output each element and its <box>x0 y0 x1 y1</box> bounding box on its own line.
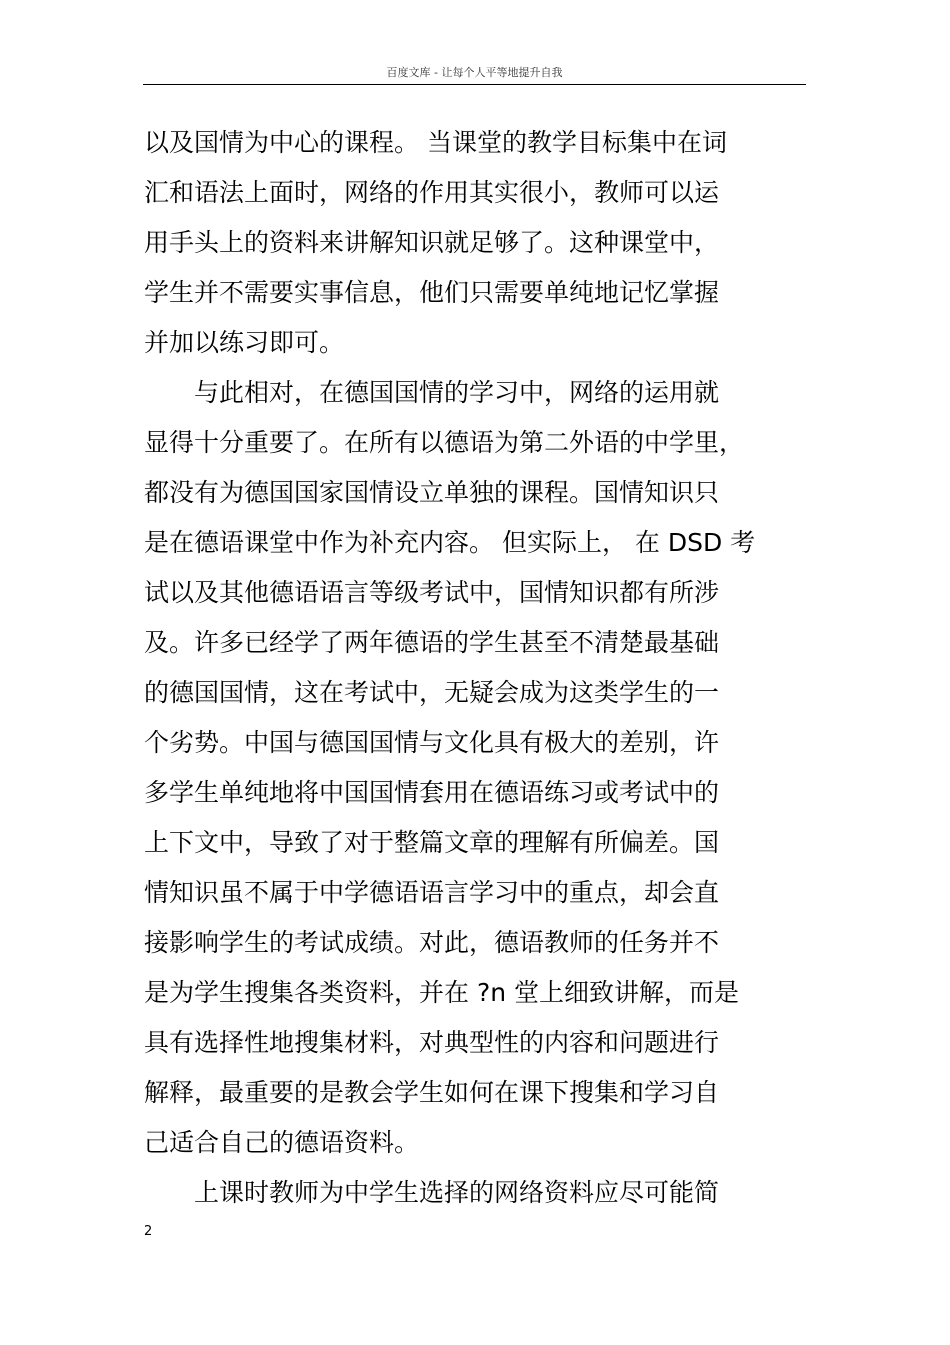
text-line: 的德国国情，这在考试中，无疑会成为这类学生的一 <box>144 678 720 707</box>
page-header: 百度文库 - 让每个人平等地提升自我 <box>386 66 563 79</box>
text-line: 是为学生搜集各类资料，并在 ?n 堂上细致讲解，而是 <box>144 978 740 1007</box>
text-line: 解释，最重要的是教会学生如何在课下搜集和学习自 <box>144 1078 720 1107</box>
text-line: 多学生单纯地将中国国情套用在德语练习或考试中的 <box>144 778 720 807</box>
text-line: 上下文中，导致了对于整篇文章的理解有所偏差。国 <box>144 828 720 857</box>
text-line: 接影响学生的考试成绩。对此，德语教师的任务并不 <box>144 928 720 957</box>
text-line: 个劣势。中国与德国国情与文化具有极大的差别，许 <box>144 728 720 757</box>
header-rule <box>143 84 806 85</box>
text-line: 试以及其他德语语言等级考试中，国情知识都有所涉 <box>144 578 720 607</box>
text-line: 学生并不需要实事信息，他们只需要单纯地记忆掌握 <box>144 278 720 307</box>
text-line: 以及国情为中心的课程。 当课堂的教学目标集中在词 <box>144 128 727 157</box>
text-line: 己适合自己的德语资料。 <box>144 1128 420 1157</box>
text-line: 汇和语法上面时，网络的作用其实很小，教师可以运 <box>144 178 720 207</box>
text-line: 是在德语课堂中作为补充内容。 但实际上， 在 DSD 考 <box>144 528 756 557</box>
text-line: 情知识虽不属于中学德语语言学习中的重点，却会直 <box>144 878 720 907</box>
document-body <box>144 118 810 1218</box>
text-line: 及。许多已经学了两年德语的学生甚至不清楚最基础 <box>144 628 720 657</box>
text-line: 用手头上的资料来讲解知识就足够了。这种课堂中， <box>144 228 720 257</box>
text-line: 具有选择性地搜集材料，对典型性的内容和问题进行 <box>144 1028 720 1057</box>
text-line: 并加以练习即可。 <box>144 328 345 357</box>
text-line: 上课时教师为中学生选择的网络资料应尽可能简 <box>144 1178 720 1207</box>
text-line: 都没有为德国国家国情设立单独的课程。国情知识只 <box>144 478 720 507</box>
text-line: 显得十分重要了。在所有以德语为第二外语的中学里， <box>144 428 745 457</box>
page-number: 2 <box>144 1224 153 1239</box>
text-line: 与此相对，在德国国情的学习中，网络的运用就 <box>144 378 720 407</box>
